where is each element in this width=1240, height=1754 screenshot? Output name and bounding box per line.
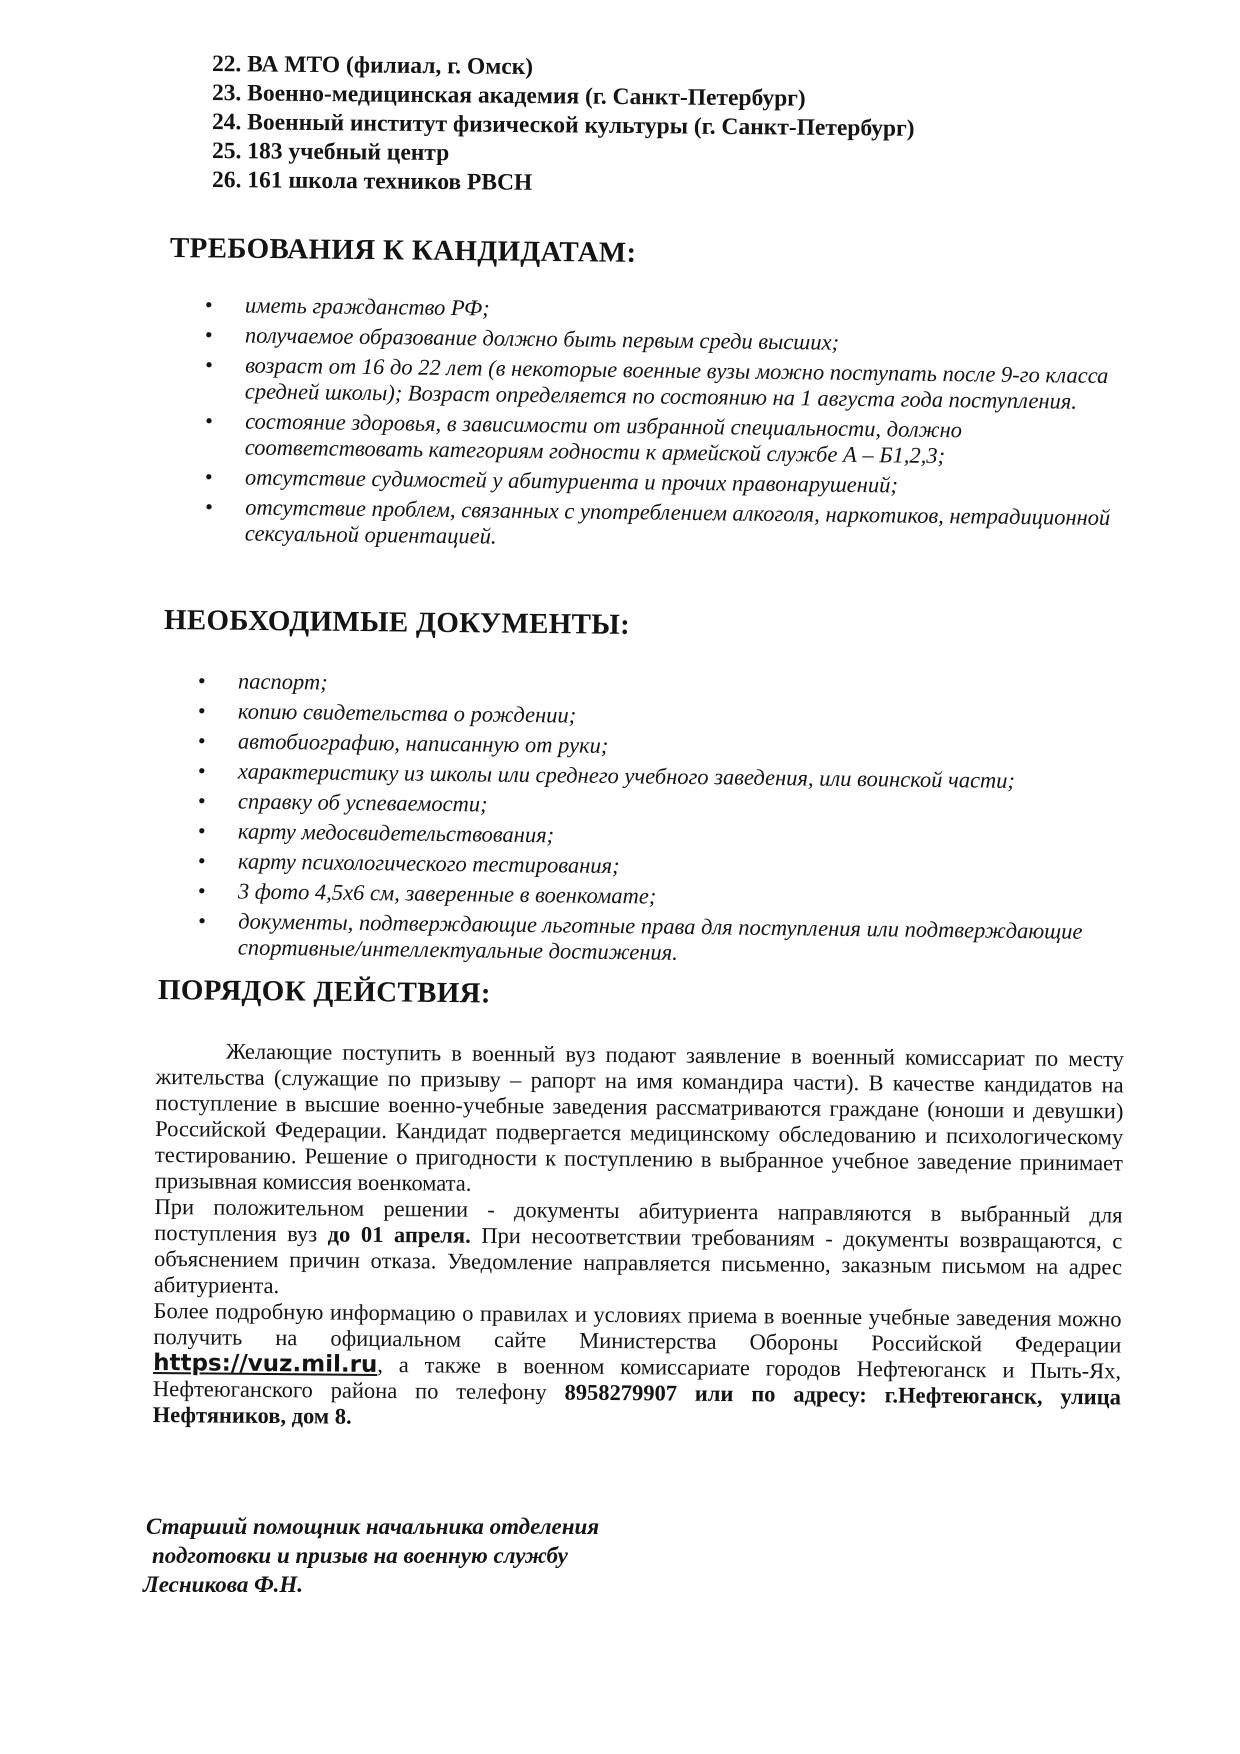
requirement-item: • возраст от 16 до 22 лет (в некоторые военные вузы можно поступать после 9-го класса средней школы); Возраст определяется по состоянию на 1 августа года поступления. [205, 352, 1109, 414]
document-item: • копию свидетельства о рождении; [197, 698, 577, 728]
bullet-icon: • [197, 758, 206, 784]
requirement-item: • иметь гражданство РФ; [204, 292, 490, 321]
contact-text: 8958279907 или по адресу: г.Нефтеюганск, улица Нефтяников, дом 8. [152, 1379, 1122, 1429]
bullet-icon: • [205, 352, 214, 378]
signature-name: Лесникова Ф.Н. [143, 1572, 304, 1597]
document-item: • паспорт; [197, 668, 328, 695]
document-item: • карту психологического тестирования; [197, 848, 620, 879]
bullet-icon: • [197, 788, 206, 814]
requirement-item: • получаемое образование должно быть первым среди высших; [204, 322, 840, 355]
signature-line: подготовки и призыв на военную службу [152, 1543, 568, 1568]
procedure-paragraph: При положительном решении - документы абитуриента направляются в выбранный для поступления вуз до 01 апреля. При несоответствии требованиям - документы возвращаются, с объяснением причин отказа. Уведомление направляется письменно, заказным письмом на адрес абитуриента. [153, 1193, 1123, 1299]
requirements-heading: ТРЕБОВАНИЯ К КАНДИДАТАМ: [169, 232, 637, 269]
requirements-list [205, 292, 1145, 550]
website-link[interactable]: https://vuz.mil.ru [153, 1349, 378, 1378]
signature-block [143, 1512, 600, 1599]
bullet-icon: • [204, 292, 213, 318]
requirement-item: • отсутствие судимостей у абитуриента и прочих правонарушений; [204, 464, 899, 498]
bullet-icon: • [204, 322, 213, 348]
institution-item: 25. 183 учебный центр [211, 138, 450, 167]
bullet-icon: • [205, 494, 214, 520]
bullet-icon: • [197, 818, 206, 844]
document-item: • автобиографию, написанную от руки; [197, 728, 609, 759]
bullet-icon: • [197, 848, 206, 874]
document-item: • 3 фото 4,5х6 см, заверенные в военкомате; [197, 878, 657, 909]
institution-item: 24. Военный институт физической культуры (г. Санкт-Петербург) [211, 109, 915, 142]
signature-line: Старший помощник начальника отделения [146, 1514, 600, 1539]
requirement-item: • отсутствие проблем, связанных с употреблением алкоголя, наркотиков, нетрадиционной сексуальной ориентацией. [205, 494, 1111, 549]
bullet-icon: • [198, 908, 207, 934]
institution-item: 22. ВА МТО (филиал, г. Омск) [211, 51, 534, 81]
documents-list [198, 668, 1138, 964]
bullet-icon: • [197, 878, 206, 904]
document-item: • характеристику из школы или среднего учебного заведения, или воинской части; [197, 758, 1016, 793]
institution-list [212, 50, 1112, 195]
bullet-icon: • [197, 698, 206, 724]
procedure-heading: ПОРЯДОК ДЕЙСТВИЯ: [157, 974, 492, 1010]
document-item: • карту медосвидетельствования; [197, 818, 555, 848]
bullet-icon: • [205, 408, 214, 434]
documents-heading: НЕОБХОДИМЫЕ ДОКУМЕНТЫ: [163, 604, 631, 641]
procedure-paragraph: Более подробную информацию о правилах и условиях приема в военные учебные заведения можно получить на официальном сайте Министерства Обороны Российской Федерации https://vuz.mil.ru, а также в военном комиссариате городов Нефтеюганск и Пыть-Ях, Нефтеюганского района по телефону 8958279907 или по адресу: г.Нефтеюганск, улица Нефтяников, дом 8. [152, 1297, 1122, 1429]
procedure-body [153, 1038, 1124, 1436]
procedure-paragraph: Желающие поступить в военный вуз подают заявление в военный комиссариат по месту жительства (служащие по призыву – рапорт на имя командира части). В качестве кандидатов на поступление в высшие военно-учебные заведения рассматриваются граждане (юноши и девушки) Российской Федерации. Кандидат подвергается медицинскому обследованию и психологическому тестированию. Решение о пригодности к поступлению в выбранное учебное заведение принимает призывная комиссия военкомата. [154, 1038, 1124, 1196]
deadline-text: до 01 апреля. [327, 1221, 471, 1248]
document-item: • документы, подтверждающие льготные права для поступления или подтверждающие спортивные/интеллектуальные достижения. [198, 908, 1083, 965]
institution-item: 26. 161 школа техников РВСН [211, 167, 533, 196]
bullet-icon: • [197, 728, 206, 754]
requirement-item: • состояние здоровья, в зависимости от избранной специальности, должно соответствовать категориям годности к армейской службе А – Б1,2,3; [205, 408, 963, 469]
institution-item: 23. Военно-медицинская академия (г. Санкт-Петербург) [211, 80, 806, 112]
bullet-icon: • [204, 464, 213, 490]
document-item: • справку об успеваемости; [197, 788, 488, 817]
bullet-icon: • [197, 668, 206, 694]
